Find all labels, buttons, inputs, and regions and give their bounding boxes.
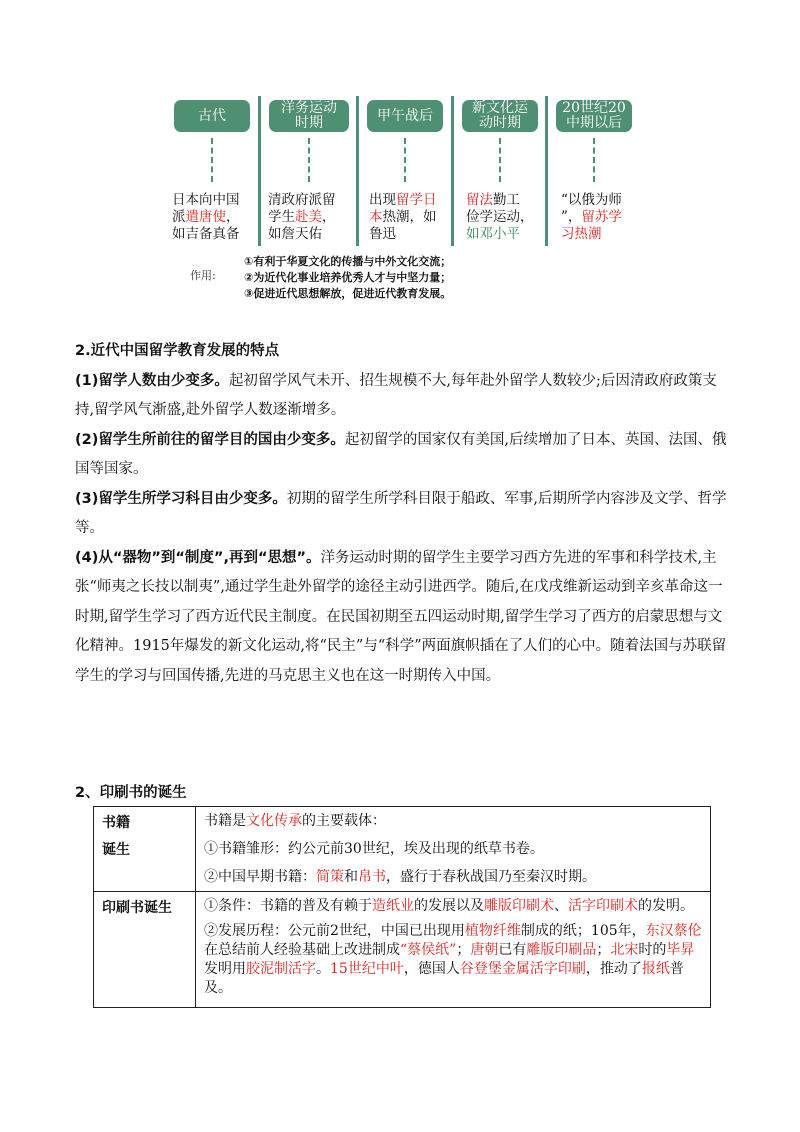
row-header-book-birth: 书籍 诞生 bbox=[94, 807, 196, 892]
row-header-printed-book-birth: 印刷书诞生 bbox=[94, 892, 196, 1008]
feature-paragraph: (1)留学人数由少变多。起初留学风气未开、招生规模不大,每年赴外留学人数较少;后因清政府政策支持,留学风气渐盛,赴外留学人数逐渐增多。 bbox=[75, 372, 717, 418]
effects-list bbox=[244, 254, 451, 302]
timeline-separator bbox=[451, 96, 454, 246]
table-row bbox=[94, 892, 711, 1008]
timeline-stage-ancient: 古代 bbox=[174, 100, 250, 132]
row-content-book-birth: 书籍是文化传承的主要载体： ①书籍雏形：约公元前30世纪，埃及出现的纸草书卷。 ②中国早期书籍：简策和帛书，盛行于春秋战国乃至秦汉时期。 bbox=[196, 807, 711, 892]
printed-book-section bbox=[75, 779, 730, 809]
printed-book-table bbox=[93, 806, 711, 1008]
timeline-connector bbox=[593, 138, 595, 182]
effects-label: 作用: bbox=[190, 269, 216, 282]
effect-item: ③促进近代思想解放，促进近代教育发展。 bbox=[244, 287, 452, 300]
table-row bbox=[94, 807, 711, 892]
timeline-stage-westernization: 洋务运动 时期 bbox=[269, 100, 349, 132]
timeline-connector bbox=[404, 138, 406, 182]
feature-paragraph: (3)留学生所学习科目由少变多。初期的留学生所学科目限于船政、军事,后期所学内容涉及文学、哲学等。 bbox=[75, 490, 727, 536]
timeline-desc-1920s: “以俄为师 ”，留苏学 习热潮 bbox=[561, 192, 622, 242]
timeline-desc-westernization: 清政府派留 学生赴美， 如詹天佑 bbox=[268, 192, 336, 242]
study-abroad-features-section bbox=[75, 337, 730, 691]
timeline-separator bbox=[356, 96, 359, 246]
effect-item: ②为近代化事业培养优秀人才与中坚力量； bbox=[244, 271, 452, 284]
timeline-desc-ancient: 日本向中国 派遣唐使， 如吉备真备 bbox=[172, 192, 240, 242]
timeline-connector bbox=[211, 138, 213, 182]
timeline-stage-post-sino-japanese-war: 甲午战后 bbox=[367, 100, 443, 132]
timeline-stage-new-culture: 新文化运 动时期 bbox=[462, 100, 538, 132]
effect-item: ①有利于华夏文化的传播与中外文化交流； bbox=[244, 255, 452, 268]
timeline-desc-new-culture: 留法勤工 俭学运动， 如邓小平 bbox=[466, 192, 534, 242]
row-content-printed-book-birth: ①条件：书籍的普及有赖于造纸业的发展以及雕版印刷术、活字印刷术的发明。 ②发展历程：公元前2世纪，中国已出现用植物纤维制成的纸；105年，东汉蔡伦在总结前人经验基础上改进制成“蔡侯纸”；唐朝已有雕版印刷品；北宋时的毕昇发明用胶泥制活字。15世纪中叶，德国人谷登堡金属活字印刷，推动了报纸普及。 bbox=[196, 892, 711, 1008]
timeline-connector bbox=[308, 138, 310, 182]
timeline-separator bbox=[258, 96, 261, 246]
feature-paragraph: (4)从“器物”到“制度”,再到“思想”。洋务运动时期的留学生主要学习西方先进的军事和科学技术,主张“师夷之长技以制夷”,通过学生赴外留学的途径主动引进西学。随后,在戊戌维新运动到辛亥革命这一时期,留学生学习了西方近代民主制度。在民国初期至五四运动时期,留学生学习了西方的启蒙思想与文化精神。1915年爆发的新文化运动,将“民主”与“科学”两面旗帜插在了人们的心中。随着法国与苏联留学生的学习与回国传播,先进的马克思主义也在这一时期传入中国。 bbox=[75, 549, 727, 684]
feature-paragraph: (2)留学生所前往的留学目的国由少变多。起初留学的国家仅有美国,后续增加了日本、英国、法国、俄国等国家。 bbox=[75, 431, 727, 477]
timeline-desc-post-war: 出现留学日 本热潮，如 鲁迅 bbox=[369, 192, 437, 242]
timeline-diagram bbox=[0, 0, 800, 320]
timeline-stage-1920s: 20世纪20 中期以后 bbox=[556, 100, 632, 132]
section-heading: 2.近代中国留学教育发展的特点 bbox=[75, 343, 280, 359]
section-heading: 2、印刷书的诞生 bbox=[75, 785, 187, 801]
timeline-connector bbox=[499, 138, 501, 182]
